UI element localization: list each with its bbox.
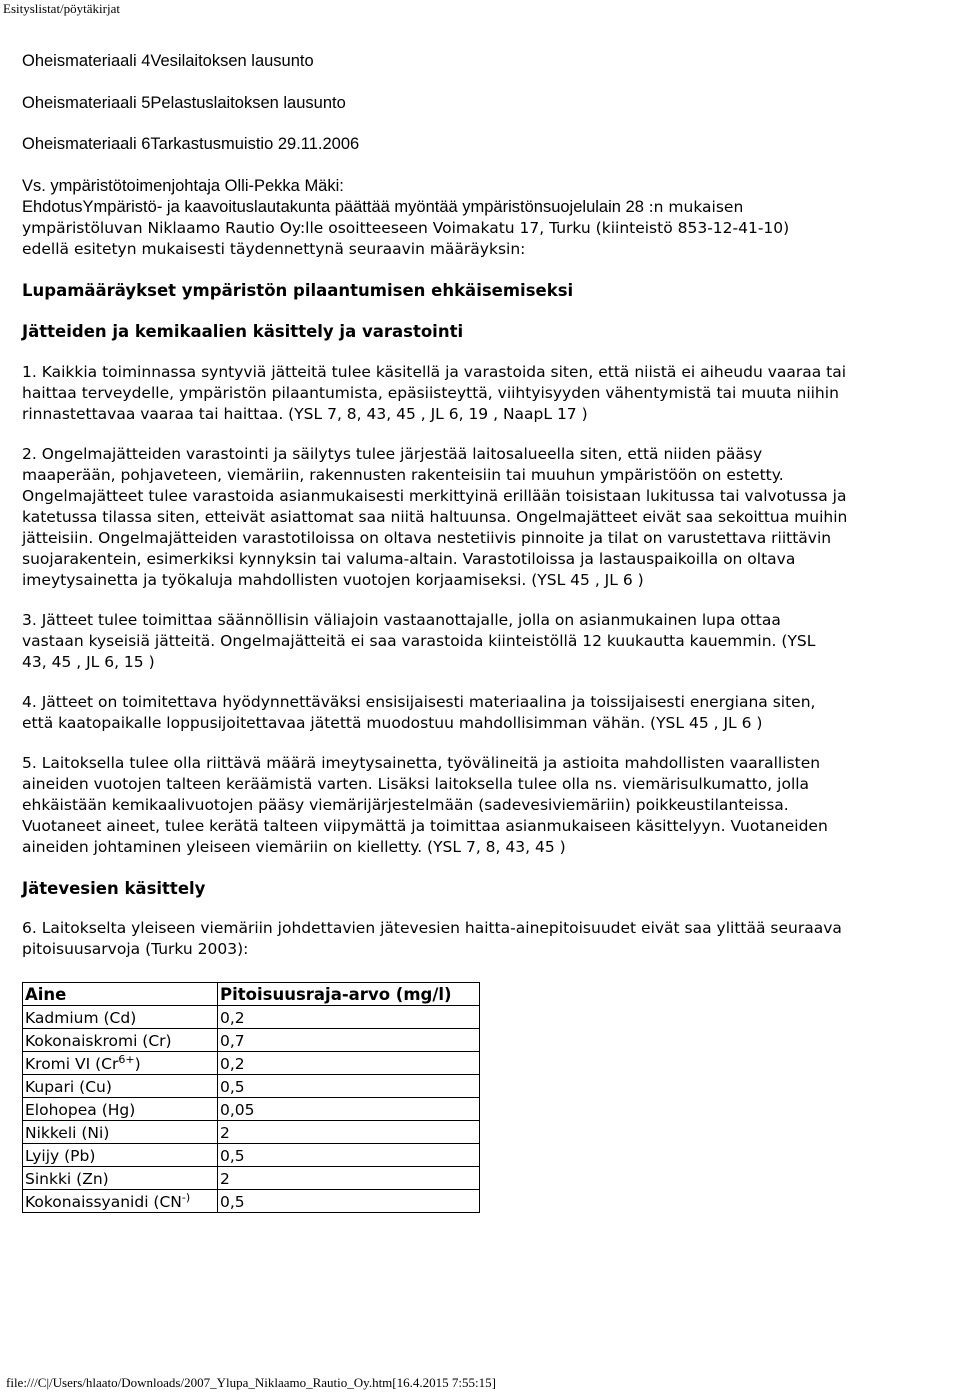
table-row <box>23 1190 480 1213</box>
proposal-line3: edellä esitetyn mukaisesti täydennettynä seuraavin määräyksin: <box>22 240 526 258</box>
paragraph-5: 5. Laitoksella tulee olla riittävä määrä imeytysainetta, työvälineitä ja astioita mahdollisten vaarallisten aineiden vuotojen talteen keräämistä varten. Lisäksi laitoksella tulee olla ns. viemärisulkumatto, jolla ehkäistään kemikaalivuotojen pääsy viemärijärjestelmään (sadevesiviemäriin) poikkeustilanteissa. Vuotaneet aineet, tulee kerätä talteen viipymättä ja toimittaa asianmukaiseen käsittelyyn. Vuotaneiden aineiden johtaminen yleiseen viemäriin on kielletty. (YSL 7, 8, 43, 45 ) <box>22 754 828 856</box>
proposal-line2: ympäristöluvan Niklaamo Rautio Oy:lle osoitteeseen Voimakatu 17, Turku (kiinteistö 853-12-41-10) <box>22 219 790 237</box>
limit-value-cell: 0,5 <box>218 1144 480 1167</box>
paragraph-2: 2. Ongelmajätteiden varastointi ja säilytys tulee järjestää laitosalueella siten, että niiden pääsy maaperään, pohjaveteen, viemäriin, rakennusten rakenteisiin tai muuhun ympäristöön on estetty. Ongelmajätteet tulee varastoida asianmukaisesti merkittyinä erillään toisistaan lukitussa tai valvotussa ja katetussa tilassa siten, etteivät asiattomat saa niitä haltuunsa. Ongelmajätteet eivät saa sekoittua muihin jätteisiin. Ongelmajätteiden varastotiloissa on oltava nestetiivis pinnoite ja tilat on varustettava riittävin suojarakentein, esimerkiksi kynnyksin tai valuma-altain. Varastotiloissa ja lastauspaikoilla on oltava imeytysainetta ja työkaluja mahdollisten vuotojen korjaamiseksi. (YSL 45 , JL 6 ) <box>22 445 848 589</box>
limit-value-cell: 0,7 <box>218 1029 480 1052</box>
table-row <box>23 1029 480 1052</box>
col-limit: Pitoisuusraja-arvo (mg/l) <box>218 983 480 1006</box>
table-header-row <box>23 983 480 1006</box>
page-footer: file:///C|/Users/hlaato/Downloads/2007_Ylupa_Niklaamo_Rautio_Oy.htm[16.4.2015 7:55:15] <box>6 1375 496 1390</box>
attachment-6: Oheismateriaali 6Tarkastusmuistio 29.11.2006 <box>22 135 360 153</box>
substance-cell: Kokonaiskromi (Cr) <box>23 1029 218 1052</box>
substance-cell: Kokonaissyanidi (CN-) <box>23 1190 218 1213</box>
proposal-line1-end: :n mukaisen <box>648 198 744 216</box>
table-row <box>23 1052 480 1075</box>
limit-value-cell: 2 <box>218 1121 480 1144</box>
page-header: Esityslistat/pöytäkirjat <box>3 1 120 16</box>
attachment-4: Oheismateriaali 4Vesilaitoksen lausunto <box>22 52 314 70</box>
substance-cell: Lyijy (Pb) <box>23 1144 218 1167</box>
table-row <box>23 1167 480 1190</box>
substance-cell: Kupari (Cu) <box>23 1075 218 1098</box>
limit-value-cell: 2 <box>218 1167 480 1190</box>
heading-waste: Jätteiden ja kemikaalien käsittely ja varastointi <box>22 322 464 341</box>
paragraph-1: 1. Kaikkia toiminnassa syntyviä jätteitä tulee käsitellä ja varastoida siten, että niistä ei aiheudu vaaraa tai haittaa terveydelle, ympäristön pilaantumista, epäsiisteyttä, viihtyisyyden vähentymistä tai muuta niihin rinnastettavaa vaaraa tai haittaa. (YSL 7, 8, 43, 45 , JL 6, 19 , NaapL 17 ) <box>22 363 847 423</box>
limit-value-cell: 0,2 <box>218 1052 480 1075</box>
table-row <box>23 1144 480 1167</box>
limit-table <box>22 982 480 1213</box>
table-row <box>23 1006 480 1029</box>
limit-value-cell: 0,5 <box>218 1075 480 1098</box>
substance-cell: Sinkki (Zn) <box>23 1167 218 1190</box>
table-row <box>23 1075 480 1098</box>
proposal-prefix: EhdotusYmpäristö- ja kaavoituslautakunta päättää myöntää ympäristönsuojelulain 28 <box>22 198 649 216</box>
table-row <box>23 1121 480 1144</box>
document-body <box>22 197 954 1213</box>
heading-main: Lupamääräykset ympäristön pilaantumisen ehkäisemiseksi <box>22 281 574 300</box>
presenter-line: Vs. ympäristötoimenjohtaja Olli-Pekka Mäki: <box>22 177 344 195</box>
col-substance: Aine <box>23 983 218 1006</box>
table-row <box>23 1098 480 1121</box>
substance-cell: Elohopea (Hg) <box>23 1098 218 1121</box>
substance-cell: Kadmium (Cd) <box>23 1006 218 1029</box>
paragraph-4: 4. Jätteet on toimitettava hyödynnettäväksi ensisijaisesti materiaalina ja toissijaisesti energiana siten, että kaatopaikalle loppusijoitettavaa jätettä muodostuu mahdollisimman vähän. (YSL 45 , JL 6 ) <box>22 693 816 732</box>
limit-value-cell: 0,2 <box>218 1006 480 1029</box>
paragraph-6: 6. Laitokselta yleiseen viemäriin johdettavien jätevesien haitta-ainepitoisuudet eivät saa ylittää seuraava pitoisuusarvoja (Turku 2003): <box>22 919 842 958</box>
limit-value-cell: 0,05 <box>218 1098 480 1121</box>
substance-cell: Kromi VI $(Cr^{6+})$ <box>23 1052 218 1075</box>
limit-value-cell: 0,5 <box>218 1190 480 1213</box>
proposal-paragraph <box>22 197 954 260</box>
paragraph-3: 3. Jätteet tulee toimittaa säännöllisin väliajoin vastaanottajalle, jolla on asianmukainen lupa ottaa vastaan kyseisiä jätteitä. Ongelmajätteitä ei saa varastoida kiinteistöllä 12 kuukautta kauemmin. (YSL 43, 45 , JL 6, 15 ) <box>22 611 816 671</box>
substance-cell: Nikkeli (Ni) <box>23 1121 218 1144</box>
attachment-5: Oheismateriaali 5Pelastuslaitoksen lausunto <box>22 94 346 112</box>
heading-wastewater: Jätevesien käsittely <box>22 879 206 898</box>
